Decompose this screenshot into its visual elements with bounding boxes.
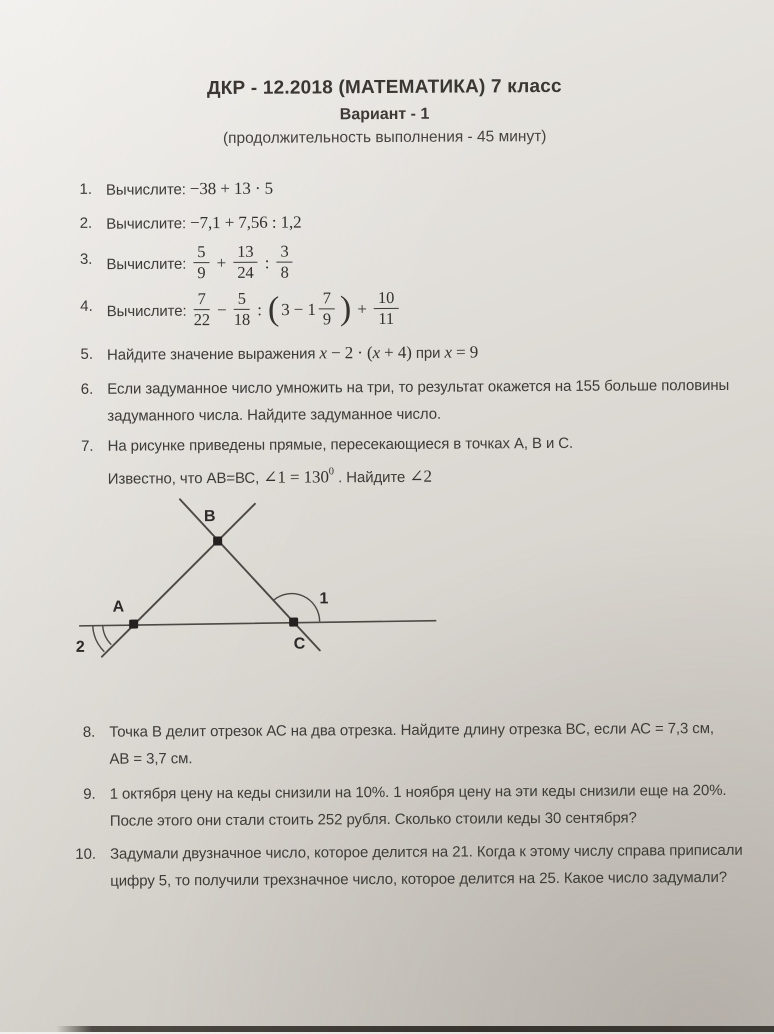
- math-run: +: [212, 253, 231, 273]
- point-c-label: C: [293, 635, 306, 653]
- point-b-label: B: [203, 508, 216, 526]
- figure-canvas: [71, 491, 452, 693]
- text-run: 1 октября цену на кеды снизили на 10%. 1 ноября цену на эти кеды снизили еще на 20%.: [109, 781, 727, 803]
- math-run: +: [353, 299, 372, 319]
- angle-1-label: 1: [319, 590, 329, 608]
- text-run: АВ = 3,7 см.: [109, 750, 193, 768]
- fraction: $\frac{3}{8}$: [276, 243, 292, 282]
- fraction: $\frac{7}{22}$: [193, 289, 211, 330]
- problem-item: [64, 777, 746, 835]
- problem-number: 3.: [79, 250, 93, 268]
- problem-text: [107, 430, 573, 493]
- problem-item: [61, 372, 743, 430]
- fraction: $\frac{5}{18}$: [233, 288, 251, 329]
- problem-number: 9.: [83, 785, 96, 803]
- text-run: Найдите значение выражения: [106, 345, 320, 364]
- math-run: ∠1 = 130: [263, 467, 329, 487]
- problem-number: 5.: [80, 345, 94, 363]
- paren: ): [339, 289, 352, 327]
- point-a-label: A: [112, 598, 125, 616]
- problem-text: [106, 287, 402, 332]
- math-var: x: [444, 342, 452, 362]
- math-run: −: [212, 300, 231, 320]
- text-run: Если задуманное число умножить на три, то результат окажется на 155 больше половины: [107, 376, 730, 398]
- problem-item: [64, 837, 746, 895]
- problem-item: [60, 242, 742, 285]
- math-run: −7,1 + 7,56 : 1,2: [190, 212, 302, 233]
- angle-2-label: 2: [75, 638, 85, 656]
- math-run: + 4): [379, 342, 412, 363]
- problems-list-bottom: [1, 715, 774, 896]
- angle-2-arc-inner: [103, 625, 112, 645]
- math-var: x: [319, 343, 327, 363]
- problem-item: [61, 289, 743, 332]
- text-run: Задумали двузначное число, которое делится на 21. Когда к этому числу справа приписали: [110, 841, 743, 863]
- text-run: Точка В делит отрезок АС на два отрезка. Найдите длину отрезка ВС, если АС = 7,3 см,: [109, 720, 715, 741]
- text-run: Вычислите:: [106, 302, 191, 321]
- point-c-dot: [289, 618, 298, 627]
- text-run: После этого они стали стоить 252 рубля. Сколько стоили кеды 30 сентября?: [109, 809, 637, 830]
- math-run: − 2 · (: [326, 343, 373, 363]
- text-run: Вычислите:: [105, 181, 190, 199]
- fraction: $\frac{10}{11}$: [374, 289, 399, 328]
- problem-item: [60, 206, 742, 238]
- text-run: На рисунке приведены прямые, пересекающиеся в точках А, В и С.: [107, 434, 574, 455]
- document-title: ДКР - 12.2018 (МАТЕМАТИКА) 7 класс: [206, 75, 562, 100]
- problem-number: 10.: [75, 845, 97, 863]
- text-run: Вычислите:: [106, 255, 191, 274]
- problem-number: 8.: [82, 723, 96, 741]
- problem-text: [109, 715, 714, 773]
- text-run: . Найдите: [333, 468, 410, 487]
- problem-text: [110, 837, 743, 895]
- problem-number: 1.: [79, 180, 93, 198]
- geometry-figure: [0, 489, 774, 694]
- math-run: 3 − 1: [281, 299, 316, 320]
- duration-note: (продолжительность выполнения - 45 минут): [222, 128, 547, 147]
- problem-number: 6.: [80, 380, 94, 398]
- problem-item: [63, 715, 745, 773]
- problem-number: 2.: [79, 214, 93, 232]
- text-run: Вычислите:: [106, 215, 191, 233]
- math-run: −38 + 13 · 5: [189, 178, 274, 199]
- problem-item: [61, 429, 743, 493]
- paren: (: [267, 290, 280, 328]
- problem-text: [106, 241, 295, 285]
- text-run: Известно, что АВ=ВС,: [107, 469, 264, 488]
- problem-text: [106, 209, 302, 238]
- problem-text: [107, 372, 729, 430]
- fraction: $\frac{13}{24}$: [233, 243, 258, 282]
- figure-line-bc: [180, 498, 320, 651]
- point-b-dot: [213, 537, 222, 546]
- problem-item: [61, 337, 743, 369]
- math-run: ∠2: [409, 466, 432, 486]
- point-a-dot: [129, 620, 138, 629]
- math-run: :: [252, 300, 267, 320]
- superscript: 0: [328, 466, 334, 478]
- problem-number: 4.: [80, 297, 93, 315]
- fraction: $\frac{5}{9}$: [193, 243, 209, 282]
- figure-line-ab: [101, 504, 256, 657]
- fraction: $\frac{7}{9}$: [319, 289, 335, 328]
- text-run: задуманного числа. Найдите задуманное число.: [107, 405, 442, 425]
- text-run: цифру 5, то получили трехзначное число, которое делится на 25. Какое число задумали?: [110, 868, 728, 890]
- problems-list-top: [0, 172, 774, 494]
- problem-text: [110, 777, 727, 835]
- math-var: x: [372, 343, 381, 363]
- problem-number: 7.: [81, 437, 94, 455]
- text-run: при: [411, 344, 445, 362]
- variant-label: Вариант - 1: [339, 105, 430, 124]
- document-header: [0, 0, 772, 150]
- math-run: :: [260, 253, 274, 273]
- math-run: = 9: [451, 342, 479, 362]
- problem-text: [106, 175, 273, 204]
- problem-text: [107, 338, 478, 368]
- photo-bottom-edge: [56, 1026, 774, 1032]
- problem-item: [60, 172, 742, 204]
